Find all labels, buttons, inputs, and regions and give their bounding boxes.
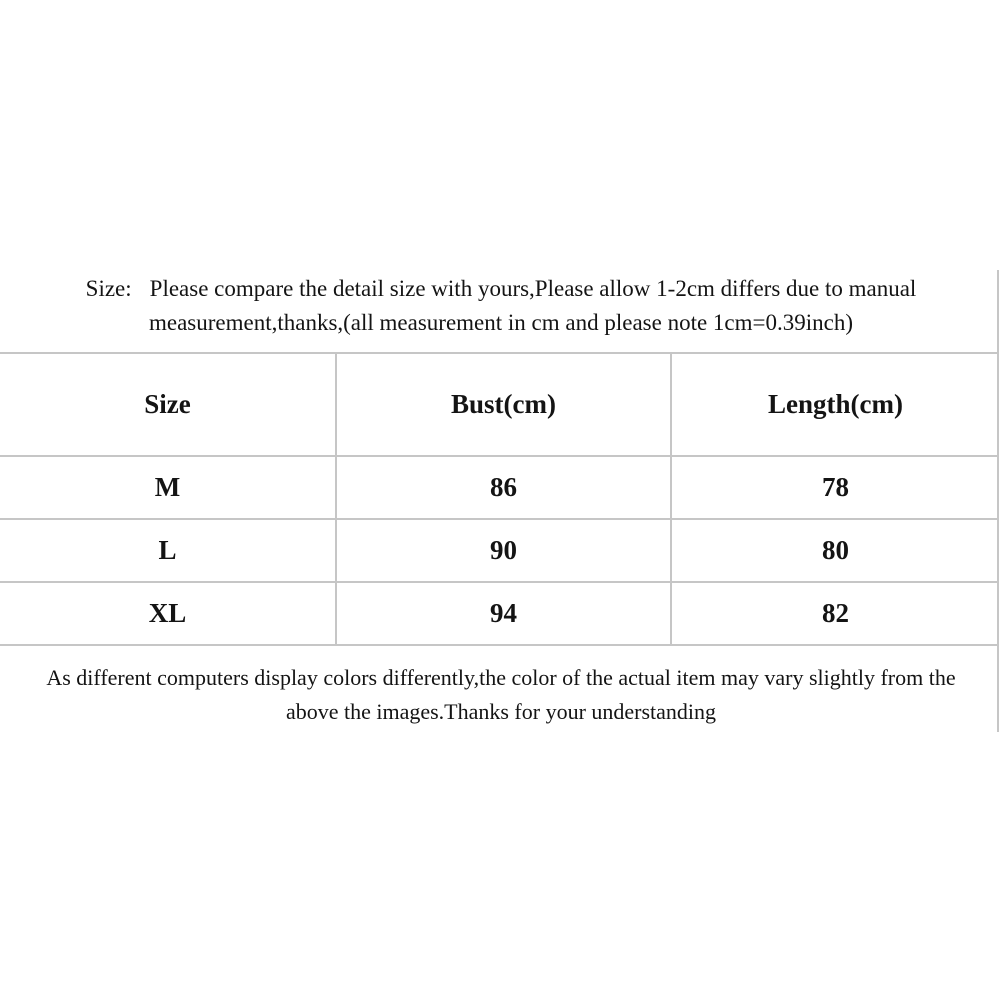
column-header-length: Length(cm) <box>671 353 999 456</box>
column-header-bust: Bust(cm) <box>336 353 671 456</box>
size-cell-size: XL <box>0 582 336 645</box>
table-row <box>0 519 999 582</box>
size-cell-bust: 86 <box>336 456 671 519</box>
size-table-header-row <box>0 353 999 456</box>
table-right-border <box>997 270 999 732</box>
size-table <box>0 352 999 646</box>
table-row <box>0 456 999 519</box>
color-disclaimer <box>0 653 1002 731</box>
size-cell-length: 80 <box>671 519 999 582</box>
size-cell-length: 82 <box>671 582 999 645</box>
size-cell-size: M <box>0 456 336 519</box>
color-disclaimer-line2: above the images.Thanks for your understanding <box>285 699 717 724</box>
size-cell-length: 78 <box>671 456 999 519</box>
size-cell-size: L <box>0 519 336 582</box>
column-header-size: Size <box>0 353 336 456</box>
measurement-note-line2: measurement,thanks,(all measurement in cm and please note 1cm=0.39inch) <box>148 310 853 335</box>
measurement-note <box>0 270 1002 352</box>
measurement-note-text1: Please compare the detail size with yours,Please allow 1-2cm differs due to manual <box>149 276 917 301</box>
measurement-note-line1 <box>0 272 1002 306</box>
size-cell-bust: 90 <box>336 519 671 582</box>
table-row <box>0 582 999 645</box>
size-cell-bust: 94 <box>336 582 671 645</box>
color-disclaimer-line1: As different computers display colors differently,the color of the actual item may vary slightly from the <box>46 665 956 690</box>
size-label: Size: <box>85 276 132 301</box>
